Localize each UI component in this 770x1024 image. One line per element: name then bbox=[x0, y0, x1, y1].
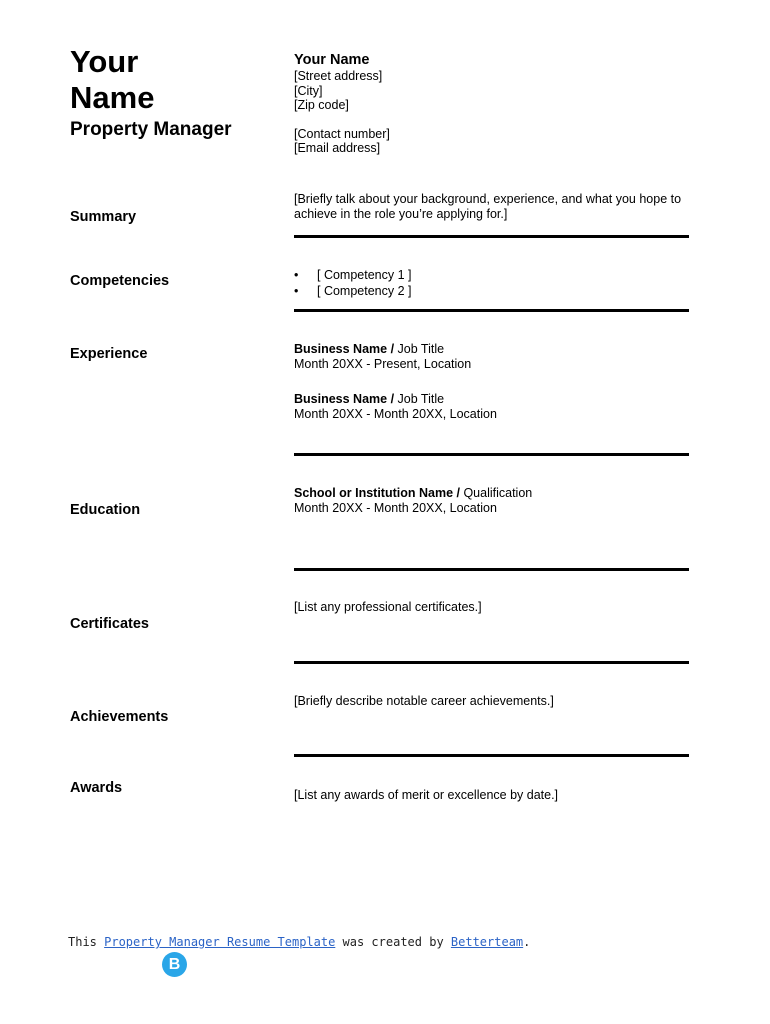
city: [City] bbox=[294, 83, 323, 98]
section-divider bbox=[294, 453, 689, 456]
business-name: Business Name / bbox=[294, 342, 398, 356]
contact-number: [Contact number] bbox=[294, 126, 390, 141]
contact-block bbox=[294, 52, 390, 156]
bullet-icon: • bbox=[294, 284, 299, 298]
competencies-list bbox=[294, 267, 412, 299]
section-divider bbox=[294, 661, 689, 664]
section-divider bbox=[294, 309, 689, 312]
certificates-label: Certificates bbox=[70, 616, 149, 632]
template-link[interactable]: Property Manager Resume Template bbox=[104, 935, 336, 949]
job-dates: Month 20XX - Month 20XX, Location bbox=[294, 407, 497, 421]
qualification: Qualification bbox=[463, 486, 533, 500]
resume-name bbox=[70, 44, 154, 116]
education-dates: Month 20XX - Month 20XX, Location bbox=[294, 501, 497, 515]
business-name: Business Name / bbox=[294, 392, 398, 406]
zip-code: [Zip code] bbox=[294, 98, 349, 113]
job-dates: Month 20XX - Present, Location bbox=[294, 357, 472, 371]
education-entry bbox=[294, 486, 532, 516]
betterteam-logo-icon: B bbox=[162, 952, 187, 977]
name-line-2: Name bbox=[70, 80, 155, 115]
name-line-1: Your bbox=[70, 44, 139, 79]
achievements-label: Achievements bbox=[70, 709, 169, 725]
awards-text: [List any awards of merit or excellence by date.] bbox=[294, 788, 559, 802]
summary-text-line-1: [Briefly talk about your background, experience, and what you hope to bbox=[294, 192, 682, 206]
competency-1: [ Competency 1 ] bbox=[317, 268, 412, 282]
job-title: Job Title bbox=[397, 342, 445, 356]
section-divider bbox=[294, 568, 689, 571]
experience-job-1 bbox=[294, 342, 471, 372]
competency-2: [ Competency 2 ] bbox=[317, 284, 412, 298]
betterteam-link[interactable]: Betterteam bbox=[450, 935, 524, 949]
achievements-text: [Briefly describe notable career achievements.] bbox=[294, 694, 554, 708]
email-address: [Email address] bbox=[294, 141, 381, 156]
footer-prefix: This bbox=[68, 935, 105, 949]
awards-label: Awards bbox=[70, 780, 123, 796]
job-title: Job Title bbox=[397, 392, 445, 406]
summary-label: Summary bbox=[70, 209, 137, 225]
footer-suffix: . bbox=[523, 935, 531, 949]
section-divider bbox=[294, 754, 689, 757]
certificates-text: [List any professional certificates.] bbox=[294, 600, 482, 614]
experience-job-2 bbox=[294, 392, 497, 422]
education-label: Education bbox=[70, 502, 141, 518]
contact-name: Your Name bbox=[294, 52, 370, 68]
bullet-icon: • bbox=[294, 268, 299, 282]
experience-label: Experience bbox=[70, 346, 148, 362]
section-divider bbox=[294, 235, 689, 238]
list-item bbox=[294, 267, 412, 283]
footer-middle: was created by bbox=[335, 935, 451, 949]
competencies-label: Competencies bbox=[70, 273, 170, 289]
street-address: [Street address] bbox=[294, 69, 383, 83]
summary-text bbox=[294, 192, 681, 222]
list-item bbox=[294, 283, 412, 299]
summary-text-line-2: achieve in the role you’re applying for.] bbox=[294, 207, 508, 221]
footer-attribution bbox=[68, 935, 530, 949]
job-role-title: Property Manager bbox=[70, 119, 232, 140]
school-name: School or Institution Name / bbox=[294, 486, 464, 500]
